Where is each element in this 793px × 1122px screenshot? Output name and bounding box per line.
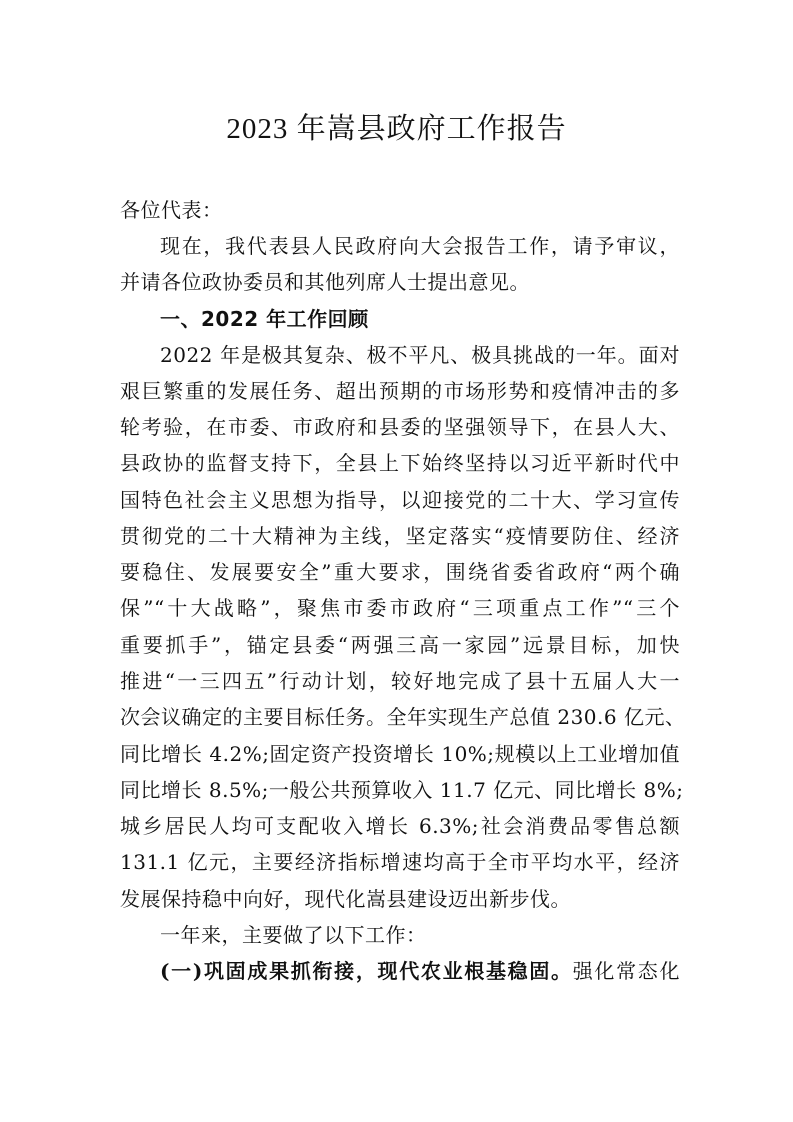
text-line: 轮考验，在市委、市政府和县委的坚强领导下，在县人大、 <box>120 415 680 439</box>
text-line: 2022 年是极其复杂、极不平凡、极具挑战的一年。面对 <box>160 343 680 367</box>
text-fragment: 强化常态化 <box>572 959 680 983</box>
text-line: 国特色社会主义思想为指导，以迎接党的二十大、学习宣传 <box>120 488 680 512</box>
subsection-line <box>160 957 680 985</box>
text-line: 推进“一三四五”行动计划，较好地完成了县十五届人大一 <box>120 669 680 693</box>
text-line: 要稳住、发展要安全”重大要求，围绕省委省政府“两个确 <box>120 560 680 584</box>
text-line: 发展保持稳中向好，现代化嵩县建设迈出新步伐。 <box>120 887 571 911</box>
text-line: 县政协的监督支持下，全县上下始终坚持以习近平新时代中 <box>120 451 680 475</box>
text-line: 保”“十大战略”，聚焦市委市政府“三项重点工作”“三个 <box>120 596 680 620</box>
text-line: 一年来，主要做了以下工作： <box>160 923 427 947</box>
text-line: 131.1 亿元，主要经济指标增速均高于全市平均水平，经济 <box>120 850 680 874</box>
text-line: 同比增长 8.5%;一般公共预算收入 11.7 亿元、同比增长 8%; <box>120 778 684 802</box>
text-line: 艰巨繁重的发展任务、超出预期的市场形势和疫情冲击的多 <box>120 379 680 403</box>
text-line: 并请各位政协委员和其他列席人士提出意见。 <box>120 270 530 294</box>
subsection-heading: (一)巩固成果抓衔接，现代农业根基稳固。 <box>160 959 573 983</box>
text-line: 贯彻党的二十大精神为主线，坚定落实“疫情要防住、经济 <box>120 524 680 548</box>
text-line: 重要抓手”，锚定县委“两强三高一家园”远景目标，加快 <box>120 633 680 657</box>
text-line: 次会议确定的主要目标任务。全年实现生产总值 230.6 亿元、 <box>120 705 686 729</box>
document-title: 2023 年嵩县政府工作报告 <box>226 113 567 145</box>
text-line: 现在，我代表县人民政府向大会报告工作，请予审议， <box>160 234 680 258</box>
text-line: 同比增长 4.2%;固定资产投资增长 10%;规模以上工业增加值 <box>120 742 680 766</box>
salutation: 各位代表： <box>120 198 223 222</box>
section-heading: 一、2022 年工作回顾 <box>160 307 369 331</box>
text-line: 城乡居民人均可支配收入增长 6.3%;社会消费品零售总额 <box>120 814 680 838</box>
